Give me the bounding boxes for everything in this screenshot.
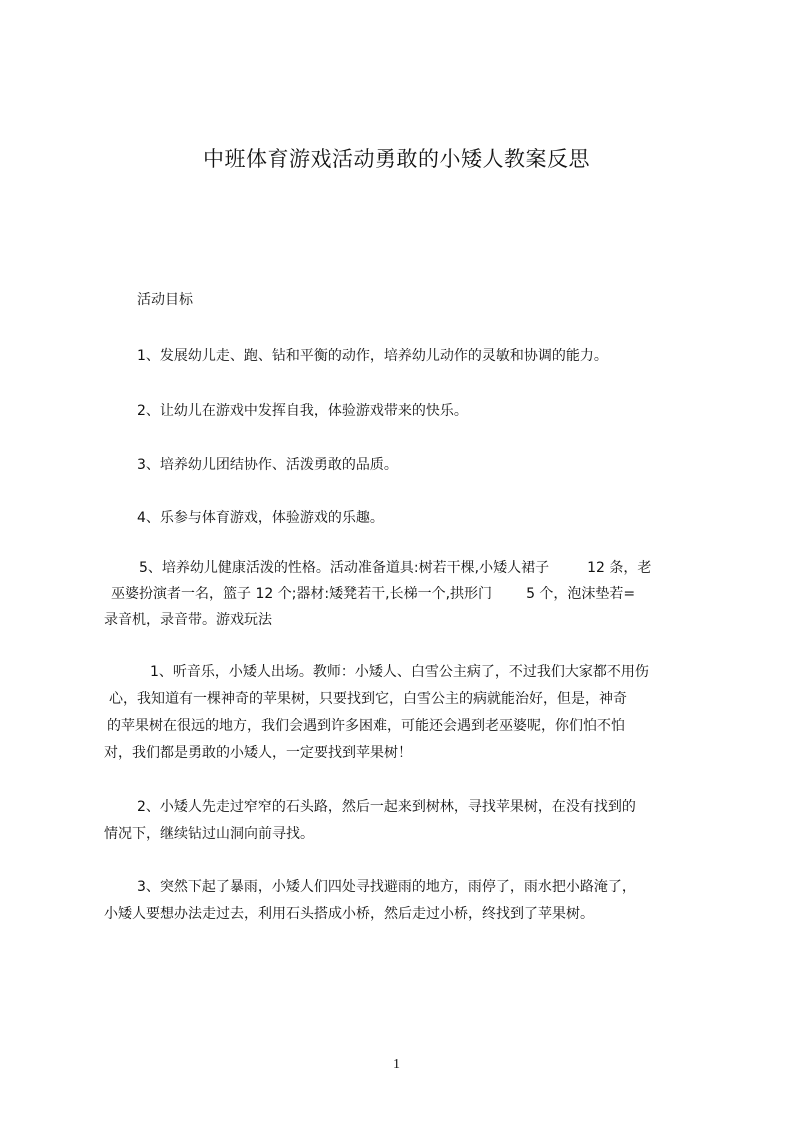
section-heading: 活动目标	[137, 292, 193, 308]
para5-line-3: 录音机，录音带。游戏玩法	[104, 612, 272, 628]
para5-line-2-count: 5 个，泡沫垫若=	[526, 586, 636, 602]
para5-line-2	[111, 584, 635, 604]
goal-2: 2、让幼儿在游戏中发挥自我，体验游戏带来的快乐。	[137, 403, 468, 419]
step2-line-2: 情况下，继续钻过山洞向前寻找。	[104, 826, 314, 842]
goal-4: 4、乐参与体育游戏，体验游戏的乐趣。	[137, 510, 384, 526]
step3-line-1: 3、突然下起了暴雨，小矮人们四处寻找避雨的地方，雨停了，雨水把小路淹了，	[137, 879, 636, 895]
step2-line-1: 2、小矮人先走过窄窄的石头路，然后一起来到树林，寻找苹果树，在没有找到的	[137, 799, 636, 815]
page-number: 1	[393, 1057, 400, 1072]
step1-line-2: 心，我知道有一棵神奇的苹果树，只要找到它，白雪公主的病就能治好，但是，神奇	[109, 691, 627, 707]
goal-3: 3、培养幼儿团结协作、活泼勇敢的品质。	[137, 457, 398, 473]
step1-line-3: 的苹果树在很远的地方，我们会遇到许多困难，可能还会遇到老巫婆呢，你们怕不怕	[107, 718, 625, 734]
step3-line-2: 小矮人要想办法走过去，利用石头搭成小桥，然后走过小桥，终找到了苹果树。	[104, 906, 594, 922]
goal-1: 1、发展幼儿走、跑、钻和平衡的动作，培养幼儿动作的灵敏和协调的能力。	[137, 348, 608, 364]
para5-line-1-count: 12 条，老	[587, 560, 652, 576]
para5-line-2-text: 巫婆扮演者一名，篮子 12 个;器材:矮凳若干,长梯一个,拱形门	[111, 586, 493, 602]
step1-line-4: 对，我们都是勇敢的小矮人，一定要找到苹果树！	[104, 745, 412, 761]
para5-line-1	[139, 558, 651, 578]
step1-line-1: 1、听音乐，小矮人出场。教师：小矮人、白雪公主病了，不过我们大家都不用伤	[150, 664, 649, 680]
para5-line-1-text: 5、培养幼儿健康活泼的性格。活动准备道具:树若干棵,小矮人裙子	[139, 560, 550, 576]
document-title: 中班体育游戏活动勇敢的小矮人教案反思	[203, 147, 590, 171]
